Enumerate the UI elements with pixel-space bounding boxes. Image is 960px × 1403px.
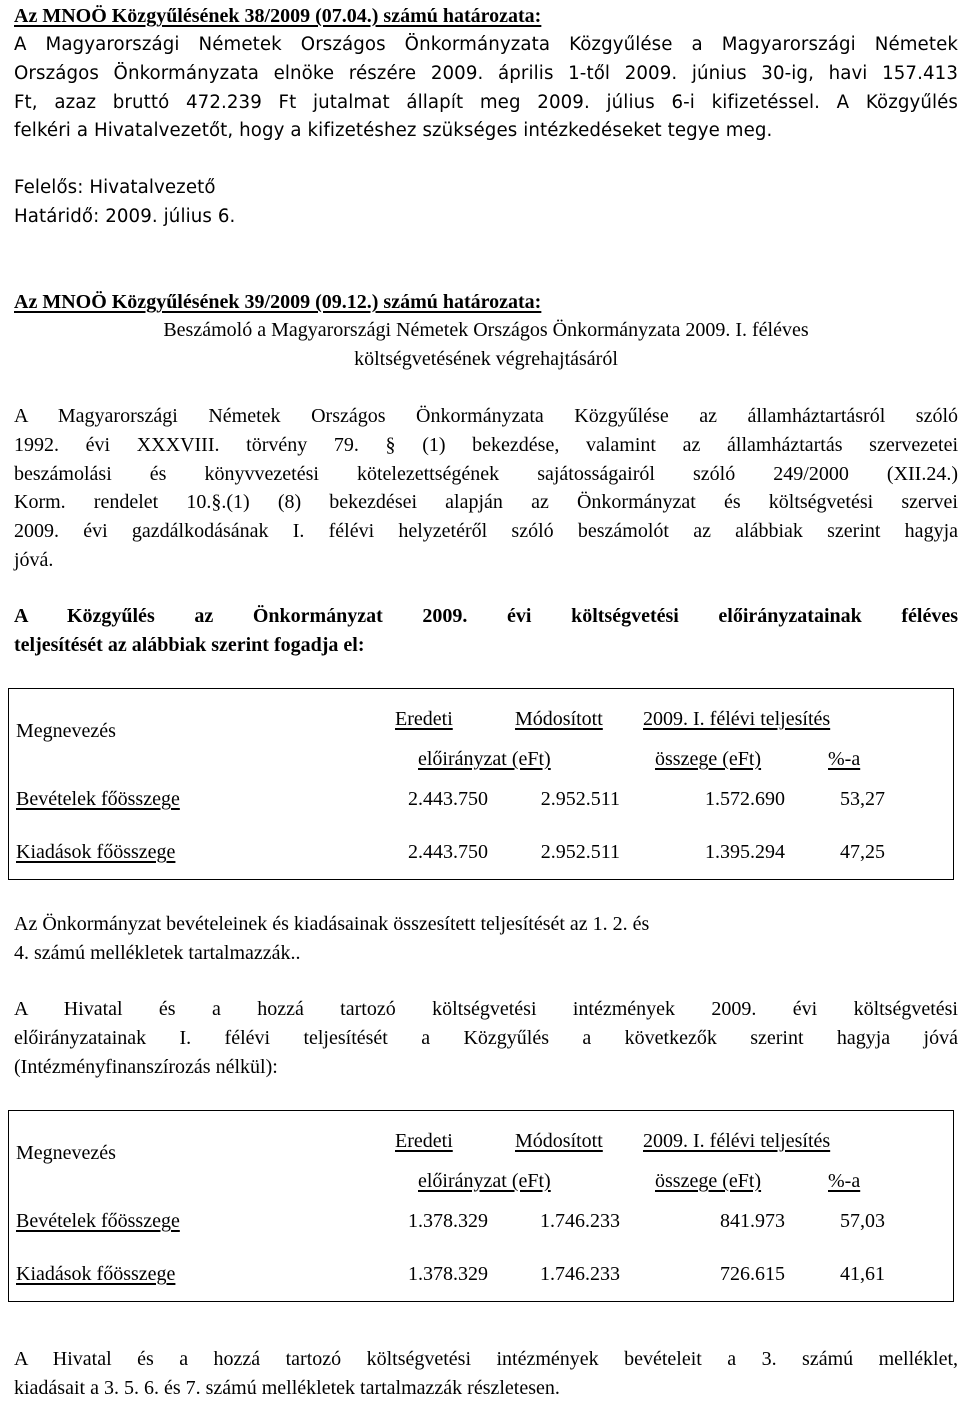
table-cell-original: 1.378.329 bbox=[408, 1263, 488, 1285]
body-line: beszámolási és könyvvezetési kötelezettségének sajátosságairól szóló 249/2000 (XII.24.) bbox=[14, 462, 958, 485]
closing-text bbox=[14, 1345, 958, 1403]
col-header-appropriation: előirányzat (eFt) bbox=[418, 1170, 551, 1192]
budget-table-1 bbox=[8, 688, 954, 880]
table-cell-original: 2.443.750 bbox=[408, 841, 488, 863]
col-header-modified: Módosított bbox=[515, 708, 603, 730]
col-header-amount: összege (eFt) bbox=[655, 748, 762, 770]
office-line: A Hivatal és a hozzá tartozó költségvetési intézmények 2009. évi költségvetési bbox=[14, 998, 958, 1020]
office-line: előirányzatainak I. félévi teljesítését a Közgyűlés a következők szerint hagyja jóvá bbox=[14, 1026, 958, 1049]
resolution-39-subtitle bbox=[14, 316, 958, 374]
table-cell-modified: 2.952.511 bbox=[540, 841, 620, 863]
body-line: felkéri a Hivatalvezetőt, hogy a kifizetéshez szükséges intézkedéseket tegye meg. bbox=[14, 120, 773, 142]
table-cell-original: 2.443.750 bbox=[408, 788, 488, 810]
table-cell-percent: 57,03 bbox=[840, 1210, 885, 1232]
summary-text bbox=[14, 910, 958, 968]
body-line: Ft, azaz bruttó 472.239 Ft jutalmat állapít meg 2009. július 6-i kifizetéssel. A Közgyűlés bbox=[14, 91, 958, 113]
table-row-name: Kiadások főösszege bbox=[16, 1263, 176, 1285]
col-header-modified: Módosított bbox=[515, 1130, 603, 1152]
budget-table-2 bbox=[8, 1110, 954, 1302]
table-cell-percent: 53,27 bbox=[840, 788, 885, 810]
table-cell-amount: 726.615 bbox=[720, 1263, 785, 1285]
table-cell-modified: 2.952.511 bbox=[540, 788, 620, 810]
body-line: A Magyarországi Németek Országos Önkormányzata Közgyűlése az államháztartásról szóló bbox=[14, 405, 958, 427]
subtitle-line: Beszámoló a Magyarországi Németek Országos Önkormányzata 2009. I. féléves bbox=[163, 319, 809, 341]
body-line: Korm. rendelet 10.§.(1) (8) bekezdései alapján az Önkormányzat és költségvetési szervei bbox=[14, 491, 958, 514]
table-cell-amount: 1.395.294 bbox=[705, 841, 785, 863]
table-cell-percent: 47,25 bbox=[840, 841, 885, 863]
col-header-performance: 2009. I. félévi teljesítés bbox=[643, 708, 831, 730]
col-header-name: Megnevezés bbox=[16, 720, 116, 742]
body-line: jóvá. bbox=[14, 548, 54, 571]
body-line: Országos Önkormányzata elnöke részére 2009. április 1-től 2009. június 30-ig, havi 157.413 bbox=[14, 62, 958, 84]
summary-line: 4. számú mellékletek tartalmazzák.. bbox=[14, 941, 301, 964]
body-line: A Magyarországi Németek Országos Önkormányzata Közgyűlése a Magyarországi Németek bbox=[14, 34, 958, 55]
body-line: 1992. évi XXXVIII. törvény 79. § (1) bekezdése, valamint az államháztartás szervezetei bbox=[14, 433, 958, 456]
office-text bbox=[14, 995, 958, 1081]
resolution-38-meta bbox=[14, 174, 958, 232]
table-row-name: Bevételek főösszege bbox=[16, 1210, 180, 1232]
decision-line: teljesítését az alábbiak szerint fogadja el: bbox=[14, 633, 365, 656]
resolution-39 bbox=[14, 288, 958, 317]
closing-line: kiadásait a 3. 5. 6. és 7. számú mellékletek tartalmazzák részletesen. bbox=[14, 1376, 560, 1399]
resolution-38 bbox=[14, 2, 958, 31]
table-row-name: Bevételek főösszege bbox=[16, 788, 180, 810]
resolution-38-body bbox=[14, 31, 958, 146]
col-header-original: Eredeti bbox=[395, 708, 453, 730]
deadline-line: Határidő: 2009. július 6. bbox=[14, 205, 236, 227]
closing-line: A Hivatal és a hozzá tartozó költségvetési intézmények bevételeit a 3. számú melléklet, bbox=[14, 1348, 958, 1370]
table-cell-percent: 41,61 bbox=[840, 1263, 885, 1285]
responsible-line: Felelős: Hivatalvezető bbox=[14, 177, 216, 198]
col-header-amount: összege (eFt) bbox=[655, 1170, 762, 1192]
col-header-appropriation: előirányzat (eFt) bbox=[418, 748, 551, 770]
col-header-percent: %-a bbox=[828, 748, 861, 770]
decision-text bbox=[14, 602, 958, 660]
table-cell-modified: 1.746.233 bbox=[540, 1263, 620, 1285]
resolution-39-body bbox=[14, 402, 958, 575]
summary-line: Az Önkormányzat bevételeinek és kiadásainak összesített teljesítését az 1. 2. és bbox=[14, 913, 650, 935]
resolution-38-heading: Az MNOÖ Közgyűlésének 38/2009 (07.04.) számú határozata: bbox=[14, 5, 542, 27]
decision-line: A Közgyűlés az Önkormányzat 2009. évi költségvetési előirányzatainak féléves bbox=[14, 605, 958, 627]
table-cell-modified: 1.746.233 bbox=[540, 1210, 620, 1232]
subtitle-line: költségvetésének végrehajtásáról bbox=[354, 347, 618, 370]
table-cell-amount: 841.973 bbox=[720, 1210, 785, 1232]
col-header-performance: 2009. I. félévi teljesítés bbox=[643, 1130, 831, 1152]
table-cell-original: 1.378.329 bbox=[408, 1210, 488, 1232]
col-header-original: Eredeti bbox=[395, 1130, 453, 1152]
table-row-name: Kiadások főösszege bbox=[16, 841, 176, 863]
col-header-name: Megnevezés bbox=[16, 1142, 116, 1164]
resolution-39-heading: Az MNOÖ Közgyűlésének 39/2009 (09.12.) számú határozata: bbox=[14, 291, 542, 313]
office-line: (Intézményfinanszírozás nélkül): bbox=[14, 1055, 278, 1078]
body-line: 2009. évi gazdálkodásának I. félévi helyzetéről szóló beszámolót az alábbiak szerint hagyja bbox=[14, 520, 958, 543]
col-header-percent: %-a bbox=[828, 1170, 861, 1192]
table-cell-amount: 1.572.690 bbox=[705, 788, 785, 810]
